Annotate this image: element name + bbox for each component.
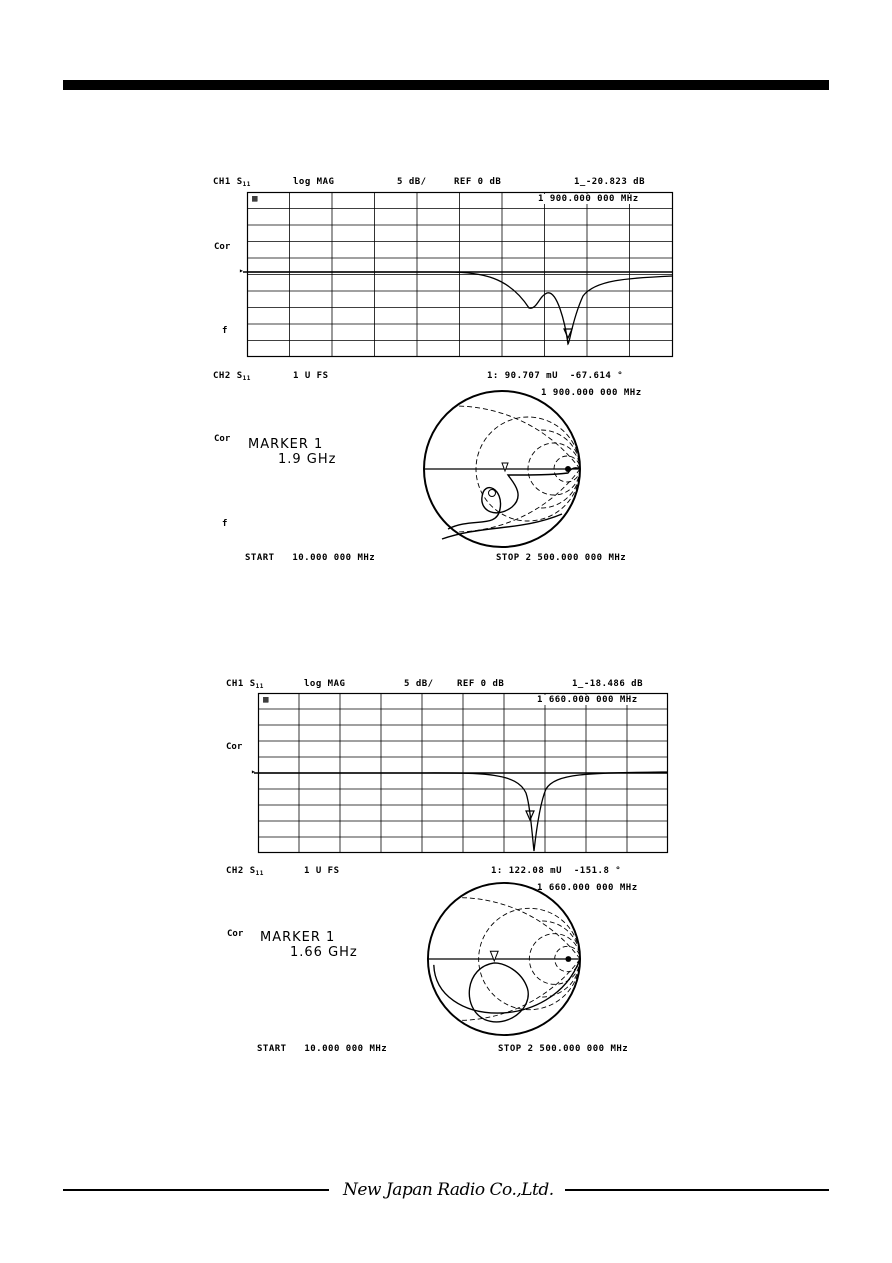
marker-frequency: 1 660.000 000 MHz (537, 883, 638, 893)
ch2-format: 1 U FS (293, 371, 329, 381)
ch1-label: CH1 (213, 177, 231, 187)
company-logo: New Japan Radio Co.,Ltd. (343, 1180, 554, 1200)
smith-chart-1 (422, 389, 582, 549)
logmag-grid-1 (247, 192, 673, 357)
ch2-format: 1 U FS (304, 866, 340, 876)
marker-title: MARKER 1 (248, 437, 324, 452)
header-rule (63, 80, 829, 90)
marker-frequency: 1 660.000 000 MHz (537, 695, 638, 705)
param-subscript: 11 (242, 375, 251, 382)
stop-frequency: STOP 2 500.000 000 MHz (496, 553, 627, 563)
cor-label: Cor (214, 434, 231, 444)
cor-label: Cor (226, 742, 243, 752)
ch1-scale: 5 dB/ (397, 177, 427, 187)
ch1-ref: REF 0 dB (457, 679, 505, 689)
logmag-grid-2 (258, 693, 668, 853)
param-label: S (236, 177, 243, 187)
stop-frequency: STOP 2 500.000 000 MHz (498, 1044, 629, 1054)
ch2-label: CH2 (213, 371, 231, 381)
flag-label: f (222, 326, 228, 336)
marker-value: 1.9 GHz (278, 452, 337, 467)
param-label: S (249, 679, 256, 689)
ch1-scale: 5 dB/ (404, 679, 434, 689)
cor-label: Cor (227, 929, 244, 939)
footer-rule-left (63, 1189, 329, 1191)
ch1-marker-readout: 1_-20.823 dB (574, 177, 646, 187)
marker-frequency: 1 900.000 000 MHz (538, 194, 639, 204)
param-label: S (249, 866, 256, 876)
param-subscript: 11 (242, 181, 251, 188)
ch1-marker-readout: 1_-18.486 dB (572, 679, 644, 689)
ref-arrow-icon: ▸ (251, 767, 256, 776)
grid-box-label: ▦ (263, 695, 269, 705)
ch1-label: CH1 (226, 679, 244, 689)
ch2-label: CH2 (226, 866, 244, 876)
ch1-format: log MAG (304, 679, 346, 689)
marker-annotation (260, 930, 358, 960)
ch1-header (213, 177, 251, 188)
ch2-marker-readout: 1: 122.08 mU -151.8 ° (491, 866, 622, 876)
ref-arrow-icon: ▸ (239, 266, 244, 275)
grid-box-label: ▦ (252, 194, 258, 204)
param-subscript: 11 (255, 870, 264, 877)
param-subscript: 11 (255, 683, 264, 690)
ch1-format: log MAG (293, 177, 335, 187)
marker-annotation (248, 437, 336, 467)
start-frequency: START 10.000 000 MHz (257, 1044, 388, 1054)
flag-label: f (222, 519, 228, 529)
footer-rule-right (565, 1189, 829, 1191)
start-frequency: START 10.000 000 MHz (245, 553, 376, 563)
marker-frequency: 1 900.000 000 MHz (541, 388, 642, 398)
ch1-ref: REF 0 dB (454, 177, 502, 187)
smith-chart-2 (426, 881, 582, 1037)
marker-value: 1.66 GHz (290, 945, 358, 960)
marker-title: MARKER 1 (260, 930, 336, 945)
param-label: S (236, 371, 243, 381)
ch2-marker-readout: 1: 90.707 mU -67.614 ° (487, 371, 624, 381)
cor-label: Cor (214, 242, 231, 252)
